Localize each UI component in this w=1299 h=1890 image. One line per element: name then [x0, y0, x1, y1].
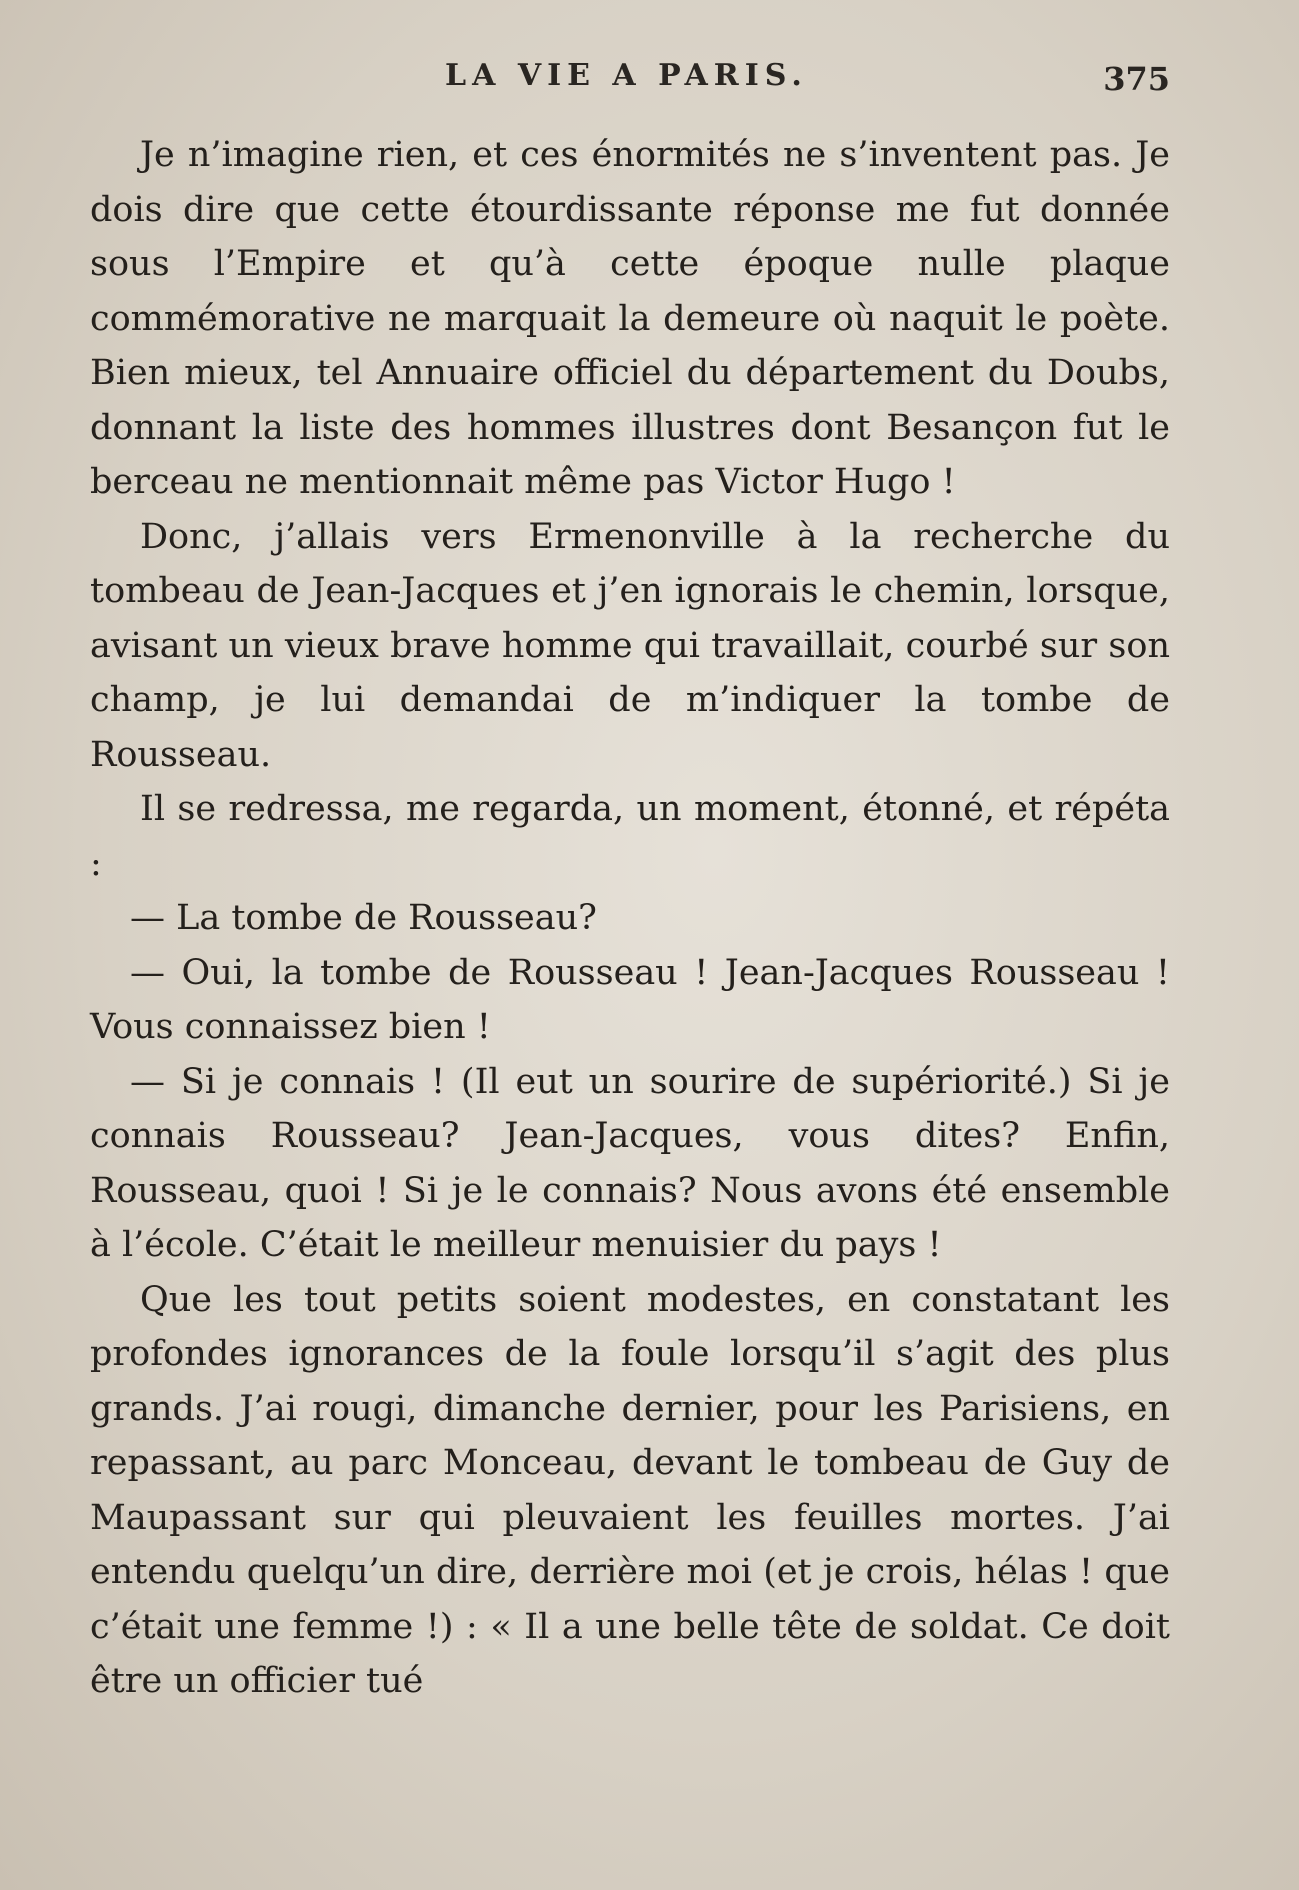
- paragraph: Il se redressa, me regarda, un moment, étonné, et répéta :: [90, 789, 1170, 884]
- page-number: 375: [1103, 60, 1170, 98]
- paragraph: Que les tout petits soient modestes, en constatant les profondes ignorances de la foule lorsqu’il s’agit des plus grands. J’ai rougi, dimanche dernier, pour les Parisiens, en repassant, au parc Monceau, devant le tombeau de Guy de Maupassant sur qui pleuvaient les feuilles mortes. J’ai entendu quelqu’un dire, derrière moi (et je crois, hélas ! que c’était une femme !) : « Il a une belle tête de soldat. Ce doit être un officier tué: [90, 1279, 1170, 1701]
- running-head: LA VIE A PARIS.: [445, 58, 808, 93]
- body-text: [90, 128, 1170, 1709]
- dialogue-line: — La tombe de Rousseau?: [130, 898, 597, 938]
- paragraph: Je n’imagine rien, et ces énormités ne s’inventent pas. Je dois dire que cette étourdissante réponse me fut donnée sous l’Empire et qu’à cette époque nulle plaque commémorative ne marquait la demeure où naquit le poète. Bien mieux, tel Annuaire officiel du département du Doubs, donnant la liste des hommes illustres dont Besançon fut le berceau ne mentionnait même pas Victor Hugo !: [90, 135, 1170, 502]
- dialogue-line: — Oui, la tombe de Rousseau ! Jean-Jacques Rousseau ! Vous connaissez bien !: [90, 952, 1170, 1047]
- page-header: [90, 58, 1170, 98]
- dialogue-line: — Si je connais ! (Il eut un sourire de supériorité.) Si je connais Rousseau? Jean-Jacques, vous dites? Enfin, Rousseau, quoi ! Si je le connais? Nous avons été ensemble à l’école. C’était le meilleur menuisier du pays !: [90, 1061, 1170, 1265]
- paragraph: Donc, j’allais vers Ermenonville à la recherche du tombeau de Jean-Jacques et j’en ignorais le chemin, lorsque, avisant un vieux brave homme qui travaillait, courbé sur son champ, je lui demandai de m’indiquer la tombe de Rousseau.: [90, 516, 1170, 775]
